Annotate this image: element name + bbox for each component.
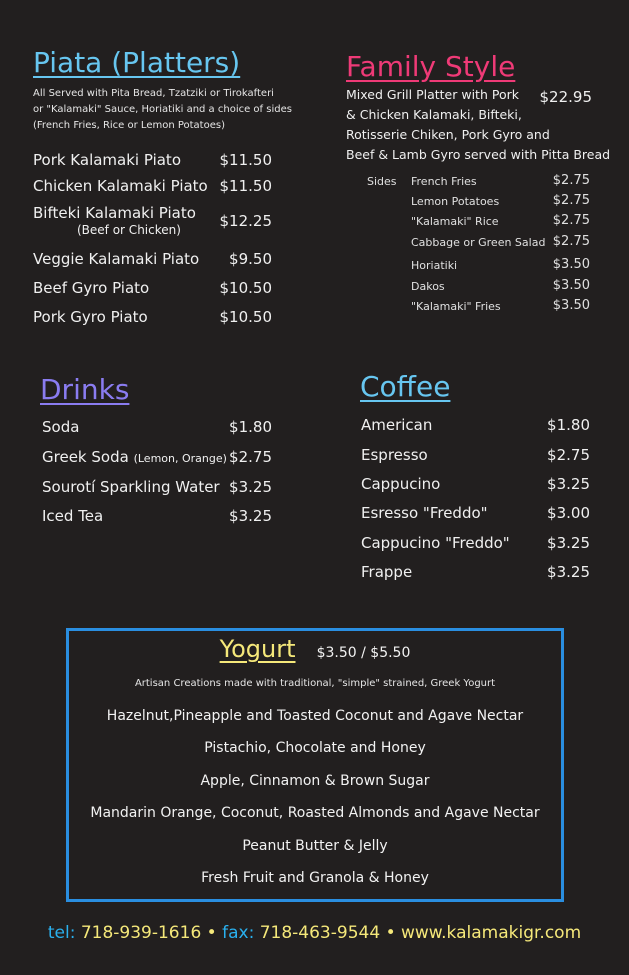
piata-item-price: $11.50 [219,151,272,169]
yogurt-heading: Yogurt [219,635,296,663]
coffee-item-name: Cappucino [361,475,441,493]
coffee-item-price: $3.00 [547,504,590,522]
piata-item-sub: (Beef or Chicken) [77,223,181,237]
side-item-name: Dakos [411,280,445,293]
side-item-price: $2.75 [552,234,590,249]
footer-contact [0,923,629,943]
yogurt-subtitle: Artisan Creations made with traditional, "simple" strained, Greek Yogurt [134,678,496,689]
side-item-price: $3.50 [552,278,590,293]
coffee-item-price: $2.75 [547,446,590,464]
yogurt-item: Pistachio, Chocolate and Honey [204,740,426,756]
piata-note-line-3: (French Fries, Rice or Lemon Potatoes) [33,120,225,131]
coffee-item-price: $3.25 [547,563,590,581]
side-item-price: $2.75 [552,213,590,228]
piata-item-price: $11.50 [219,177,272,195]
side-item-name: "Kalamaki" Fries [411,300,501,313]
coffee-item-name: American [361,416,433,434]
coffee-item-name: Espresso [361,446,428,464]
piata-item-price: $10.50 [219,308,272,326]
side-item-name: French Fries [411,175,477,188]
side-item-name: "Kalamaki" Rice [411,215,499,228]
tel-label: tel: [47,923,76,943]
side-item-price: $2.75 [552,173,590,188]
family-description-line: & Chicken Kalamaki, Bifteki, [346,107,522,122]
piata-item-name: Bifteki Kalamaki Piato [33,204,196,222]
fax-number: 718-463-9544 [259,923,381,943]
drink-item-name: Iced Tea [42,507,104,525]
yogurt-box [66,628,564,902]
piata-heading: Piata (Platters) [33,46,241,79]
coffee-item-name: Esresso "Freddo" [361,504,488,522]
drink-item-name: Sourotí Sparkling Water [42,478,220,496]
drinks-heading: Drinks [40,373,130,406]
yogurt-item: Mandarin Orange, Coconut, Roasted Almonds and Agave Nectar [90,805,540,821]
drink-item-sub: (Lemon, Orange) [133,452,227,465]
yogurt-price: $3.50 / $5.50 [316,645,411,661]
yogurt-item: Peanut Butter & Jelly [242,838,388,854]
side-item-price: $2.75 [552,193,590,208]
coffee-item-price: $1.80 [547,416,590,434]
piata-note-line-1: All Served with Pita Bread, Tzatziki or Tirokafteri [33,88,274,99]
coffee-heading: Coffee [360,370,451,403]
sides-label: Sides [367,175,397,188]
drink-item-price: $2.75 [229,448,272,466]
family-description-line: Rotisserie Chiken, Pork Gyro and [346,127,550,142]
family-heading: Family Style [346,50,516,83]
side-item-price: $3.50 [552,298,590,313]
coffee-item-price: $3.25 [547,534,590,552]
side-item-price: $3.50 [552,257,590,272]
footer-separator: • [206,923,217,943]
yogurt-title-row [69,635,561,663]
drink-item-price: $3.25 [229,478,272,496]
piata-item-name: Beef Gyro Piato [33,279,150,297]
tel-number[interactable]: 718-939-1616 [80,923,202,943]
footer-separator: • [385,923,396,943]
piata-item-name: Veggie Kalamaki Piato [33,250,200,268]
coffee-item-name: Frappe [361,563,413,581]
drink-item-name: Soda [42,418,80,436]
piata-item-name: Pork Gyro Piato [33,308,148,326]
piata-item-price: $12.25 [219,212,272,230]
side-item-name: Horiatiki [411,259,458,272]
piata-item-name: Chicken Kalamaki Piato [33,177,208,195]
side-item-name: Lemon Potatoes [411,195,500,208]
family-description-line: Beef & Lamb Gyro served with Pitta Bread [346,147,611,162]
piata-note-line-2: or "Kalamaki" Sauce, Horiatiki and a choice of sides [33,104,292,115]
website-link[interactable]: www.kalamakigr.com [401,923,582,943]
piata-item-price: $10.50 [219,279,272,297]
family-price: $22.95 [539,88,592,106]
piata-item-price: $9.50 [229,250,272,268]
drink-item-price: $3.25 [229,507,272,525]
yogurt-item: Fresh Fruit and Granola & Honey [201,870,429,886]
yogurt-item: Hazelnut,Pineapple and Toasted Coconut and Agave Nectar [106,708,524,724]
family-description-line: Mixed Grill Platter with Pork [346,87,519,102]
drink-item-name: Greek Soda [42,448,129,466]
drink-item-price: $1.80 [229,418,272,436]
fax-label: fax: [222,923,255,943]
piata-item-name: Pork Kalamaki Piato [33,151,181,169]
yogurt-item: Apple, Cinnamon & Brown Sugar [200,773,430,789]
coffee-item-name: Cappucino "Freddo" [361,534,510,552]
side-item-name: Cabbage or Green Salad [411,236,546,249]
coffee-item-price: $3.25 [547,475,590,493]
